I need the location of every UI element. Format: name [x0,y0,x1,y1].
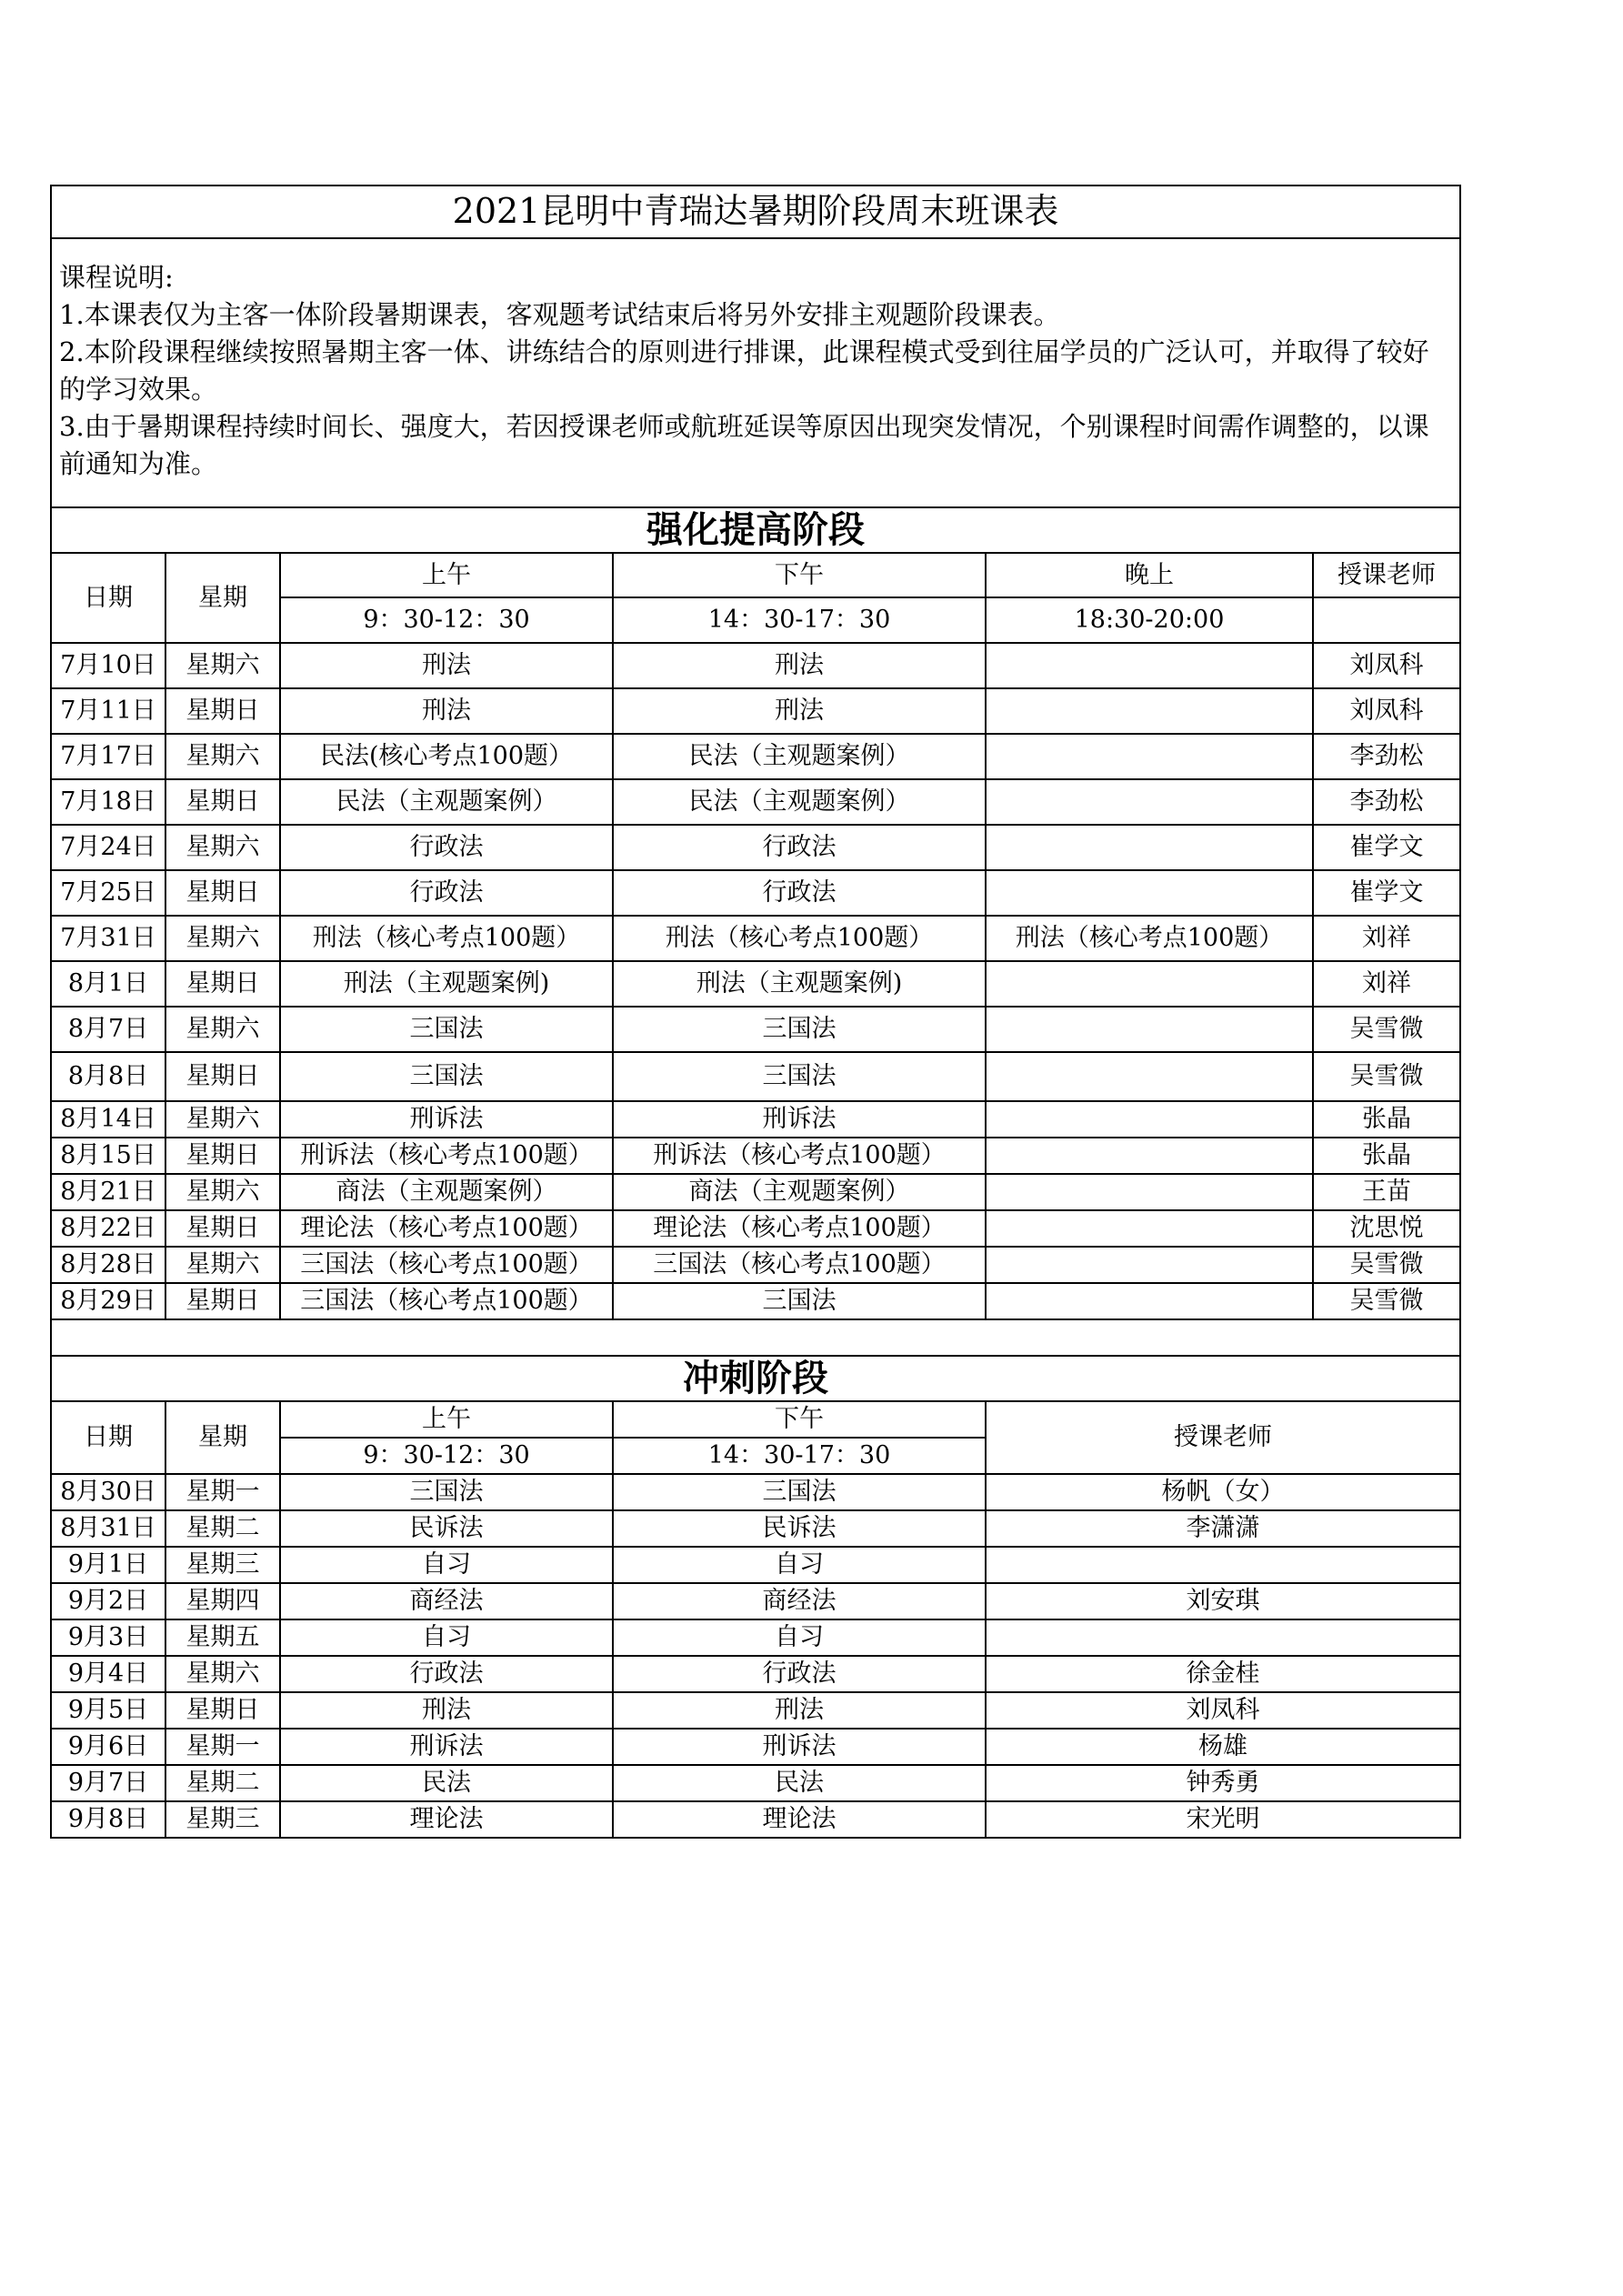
stage1-cell-weekday: 星期六 [165,916,280,961]
stage2-cell-date: 8月30日 [51,1474,165,1510]
stage1-cell-evening [986,1007,1313,1052]
stage2-header-teacher: 授课老师 [986,1401,1460,1474]
stage1-cell-teacher: 张晶 [1313,1138,1460,1174]
table-row [51,643,1460,688]
stage2-cell-date: 9月8日 [51,1801,165,1838]
stage1-header-date: 日期 [51,553,165,643]
stage2-header-morning: 上午 [280,1401,613,1438]
stage2-cell-weekday: 星期四 [165,1583,280,1619]
table-row [51,1692,1460,1729]
stage2-cell-afternoon: 刑诉法 [613,1729,986,1765]
stage2-header-date: 日期 [51,1401,165,1474]
stage1-cell-morning: 刑法 [280,688,613,734]
stage1-cell-morning: 刑法 [280,643,613,688]
stage1-cell-teacher: 刘祥 [1313,916,1460,961]
stage1-cell-morning: 民法(核心考点100题） [280,734,613,779]
stage2-cell-morning: 三国法 [280,1474,613,1510]
table-row [51,1210,1460,1247]
stage2-cell-afternoon: 民诉法 [613,1510,986,1547]
stage1-cell-weekday: 星期六 [165,1007,280,1052]
stage2-cell-teacher: 杨雄 [986,1729,1460,1765]
stage2-cell-teacher: 钟秀勇 [986,1765,1460,1801]
stage1-cell-morning: 三国法（核心考点100题） [280,1247,613,1283]
stage1-cell-afternoon: 刑法（主观题案例) [613,961,986,1007]
stage1-cell-weekday: 星期日 [165,779,280,825]
stage2-cell-date: 9月4日 [51,1656,165,1692]
stage1-cell-afternoon: 刑诉法（核心考点100题） [613,1138,986,1174]
table-row [51,1510,1460,1547]
stage1-cell-afternoon: 刑法 [613,688,986,734]
stage1-cell-date: 8月29日 [51,1283,165,1319]
stage1-cell-date: 7月17日 [51,734,165,779]
stage2-cell-afternoon: 自习 [613,1619,986,1656]
stage1-cell-evening [986,734,1313,779]
stage1-header-morning-time: 9：30-12：30 [280,597,613,643]
stage1-header-evening: 晚上 [986,553,1313,597]
stage2-cell-date: 9月6日 [51,1729,165,1765]
stage1-header-teacher: 授课老师 [1313,553,1460,597]
stage1-header-afternoon-time: 14：30-17：30 [613,597,986,643]
stage1-cell-evening [986,643,1313,688]
stage2-cell-afternoon: 民法 [613,1765,986,1801]
stage1-cell-afternoon: 理论法（核心考点100题） [613,1210,986,1247]
stage1-cell-afternoon: 三国法 [613,1007,986,1052]
stage2-cell-afternoon: 自习 [613,1547,986,1583]
stage2-header-weekday: 星期 [165,1401,280,1474]
stage1-cell-morning: 商法（主观题案例） [280,1174,613,1210]
stage1-cell-date: 8月28日 [51,1247,165,1283]
stage2-cell-date: 9月3日 [51,1619,165,1656]
stage1-cell-date: 8月21日 [51,1174,165,1210]
stage2-cell-teacher [986,1547,1460,1583]
stage1-cell-morning: 刑诉法 [280,1101,613,1138]
stage1-cell-weekday: 星期日 [165,1138,280,1174]
stage2-cell-weekday: 星期二 [165,1765,280,1801]
notes-line-1: 1.本课表仅为主客一体阶段暑期课表，客观题考试结束后将另外安排主观题阶段课表。 [59,299,1060,330]
notes-line-2: 2.本阶段课程继续按照暑期主客一体、讲练结合的原则进行排课，此课程模式受到往届学员的广泛认可，并取得了较好的学习效果。 [59,336,1429,405]
stage1-cell-morning: 行政法 [280,870,613,916]
stage1-header-morning: 上午 [280,553,613,597]
stage2-cell-weekday: 星期五 [165,1619,280,1656]
stage1-cell-teacher: 吴雪微 [1313,1247,1460,1283]
stage1-cell-date: 8月22日 [51,1210,165,1247]
stage2-cell-morning: 商经法 [280,1583,613,1619]
stage1-cell-teacher: 李劲松 [1313,734,1460,779]
stage1-cell-afternoon: 行政法 [613,870,986,916]
stage2-cell-date: 9月1日 [51,1547,165,1583]
stage1-cell-date: 7月10日 [51,643,165,688]
stage1-cell-afternoon: 刑法 [613,643,986,688]
stage1-cell-teacher: 张晶 [1313,1101,1460,1138]
stage2-cell-afternoon: 理论法 [613,1801,986,1838]
table-row [51,1138,1460,1174]
stage1-cell-evening [986,1247,1313,1283]
stage1-cell-weekday: 星期六 [165,643,280,688]
stage2-cell-weekday: 星期六 [165,1656,280,1692]
table-row [51,1801,1460,1838]
stage1-cell-evening [986,825,1313,870]
table-row [51,1765,1460,1801]
stage2-cell-morning: 理论法 [280,1801,613,1838]
notes-line-3: 3.由于暑期课程持续时间长、强度大，若因授课老师或航班延误等原因出现突发情况，个别课程时间需作调整的，以课前通知为准。 [59,411,1429,479]
table-row [51,1474,1460,1510]
stage1-cell-weekday: 星期日 [165,870,280,916]
stage1-cell-evening [986,961,1313,1007]
page-title: 2021昆明中青瑞达暑期阶段周末班课表 [51,185,1460,238]
stage1-cell-afternoon: 刑诉法 [613,1101,986,1138]
stage1-cell-afternoon: 三国法（核心考点100题） [613,1247,986,1283]
stage1-cell-weekday: 星期六 [165,734,280,779]
stage2-cell-weekday: 星期三 [165,1547,280,1583]
stage1-cell-afternoon: 行政法 [613,825,986,870]
section-spacer [51,1319,1460,1356]
stage1-cell-date: 7月18日 [51,779,165,825]
stage1-cell-date: 8月15日 [51,1138,165,1174]
stage1-cell-afternoon: 刑法（核心考点100题） [613,916,986,961]
stage1-cell-date: 8月14日 [51,1101,165,1138]
stage1-cell-weekday: 星期日 [165,961,280,1007]
stage1-cell-evening [986,1174,1313,1210]
stage1-cell-date: 7月11日 [51,688,165,734]
stage2-cell-morning: 刑诉法 [280,1729,613,1765]
stage1-cell-weekday: 星期六 [165,1101,280,1138]
table-row [51,870,1460,916]
notes-heading: 课程说明: [59,262,174,293]
stage1-cell-teacher: 吴雪微 [1313,1283,1460,1319]
stage2-header-afternoon-time: 14：30-17：30 [613,1438,986,1474]
stage2-cell-date: 8月31日 [51,1510,165,1547]
stage1-cell-evening [986,1210,1313,1247]
stage1-cell-weekday: 星期日 [165,1283,280,1319]
stage1-cell-morning: 刑法（主观题案例) [280,961,613,1007]
stage1-cell-teacher: 崔学文 [1313,825,1460,870]
stage1-cell-teacher: 吴雪微 [1313,1007,1460,1052]
stage2-header-afternoon: 下午 [613,1401,986,1438]
stage1-cell-teacher: 崔学文 [1313,870,1460,916]
stage1-cell-teacher: 沈思悦 [1313,1210,1460,1247]
stage1-cell-date: 8月8日 [51,1052,165,1101]
stage1-cell-teacher: 刘凤科 [1313,643,1460,688]
stage1-cell-evening: 刑法（核心考点100题） [986,916,1313,961]
stage1-cell-afternoon: 三国法 [613,1052,986,1101]
stage2-cell-weekday: 星期三 [165,1801,280,1838]
table-row [51,734,1460,779]
stage2-cell-date: 9月7日 [51,1765,165,1801]
schedule-table [50,185,1461,1839]
stage1-cell-morning: 三国法（核心考点100题） [280,1283,613,1319]
stage1-header-weekday: 星期 [165,553,280,643]
stage2-cell-weekday: 星期日 [165,1692,280,1729]
stage1-cell-weekday: 星期日 [165,1052,280,1101]
stage2-cell-afternoon: 行政法 [613,1656,986,1692]
table-row [51,1174,1460,1210]
table-row [51,961,1460,1007]
stage1-cell-morning: 理论法（核心考点100题） [280,1210,613,1247]
table-row [51,779,1460,825]
stage1-cell-teacher: 刘祥 [1313,961,1460,1007]
table-row [51,916,1460,961]
table-row [51,1247,1460,1283]
stage2-cell-teacher: 李潇潇 [986,1510,1460,1547]
stage2-cell-afternoon: 商经法 [613,1583,986,1619]
stage1-cell-afternoon: 商法（主观题案例） [613,1174,986,1210]
stage2-cell-afternoon: 刑法 [613,1692,986,1729]
stage1-cell-afternoon: 三国法 [613,1283,986,1319]
stage1-header-evening-time: 18:30-20:00 [986,597,1313,643]
stage2-cell-morning: 自习 [280,1619,613,1656]
table-row [51,1052,1460,1101]
stage1-title: 强化提高阶段 [51,507,1460,553]
table-row [51,1283,1460,1319]
stage1-cell-evening [986,1101,1313,1138]
stage1-cell-evening [986,1138,1313,1174]
table-row [51,825,1460,870]
stage2-header-morning-time: 9：30-12：30 [280,1438,613,1474]
stage2-cell-morning: 自习 [280,1547,613,1583]
stage1-cell-teacher: 吴雪微 [1313,1052,1460,1101]
stage2-cell-date: 9月5日 [51,1692,165,1729]
stage2-cell-weekday: 星期二 [165,1510,280,1547]
stage2-cell-weekday: 星期一 [165,1474,280,1510]
table-row [51,1101,1460,1138]
stage1-cell-date: 8月1日 [51,961,165,1007]
stage2-title: 冲刺阶段 [51,1356,1460,1401]
stage1-cell-weekday: 星期六 [165,825,280,870]
stage1-cell-weekday: 星期六 [165,1174,280,1210]
stage1-cell-weekday: 星期六 [165,1247,280,1283]
stage1-cell-teacher: 李劲松 [1313,779,1460,825]
stage1-cell-date: 7月24日 [51,825,165,870]
stage1-cell-teacher: 王苗 [1313,1174,1460,1210]
stage1-cell-morning: 民法（主观题案例） [280,779,613,825]
stage1-cell-weekday: 星期日 [165,688,280,734]
stage2-cell-afternoon: 三国法 [613,1474,986,1510]
stage1-cell-afternoon: 民法（主观题案例） [613,734,986,779]
stage1-header-teacher-blank [1313,597,1460,643]
stage1-cell-morning: 行政法 [280,825,613,870]
stage2-cell-morning: 行政法 [280,1656,613,1692]
stage1-cell-evening [986,1052,1313,1101]
stage1-cell-weekday: 星期日 [165,1210,280,1247]
stage2-cell-morning: 民诉法 [280,1510,613,1547]
stage1-cell-date: 8月7日 [51,1007,165,1052]
schedule-sheet [50,185,1459,1839]
table-row [51,688,1460,734]
stage2-cell-teacher: 杨帆（女） [986,1474,1460,1510]
table-row [51,1656,1460,1692]
stage1-header-afternoon: 下午 [613,553,986,597]
stage2-cell-teacher: 刘安琪 [986,1583,1460,1619]
stage1-cell-morning: 刑法（核心考点100题） [280,916,613,961]
stage1-cell-teacher: 刘凤科 [1313,688,1460,734]
stage2-cell-morning: 民法 [280,1765,613,1801]
stage1-cell-date: 7月31日 [51,916,165,961]
stage1-cell-evening [986,1283,1313,1319]
stage2-cell-date: 9月2日 [51,1583,165,1619]
table-row [51,1619,1460,1656]
stage1-cell-evening [986,779,1313,825]
course-notes [51,238,1460,507]
table-row [51,1547,1460,1583]
stage2-cell-morning: 刑法 [280,1692,613,1729]
stage1-cell-afternoon: 民法（主观题案例） [613,779,986,825]
stage1-cell-morning: 三国法 [280,1007,613,1052]
stage1-cell-evening [986,870,1313,916]
stage2-cell-teacher [986,1619,1460,1656]
table-row [51,1007,1460,1052]
stage1-cell-date: 7月25日 [51,870,165,916]
stage2-cell-teacher: 宋光明 [986,1801,1460,1838]
stage2-cell-weekday: 星期一 [165,1729,280,1765]
stage2-cell-teacher: 徐金桂 [986,1656,1460,1692]
stage1-cell-morning: 三国法 [280,1052,613,1101]
stage1-cell-evening [986,688,1313,734]
table-row [51,1583,1460,1619]
table-row [51,1729,1460,1765]
stage1-cell-morning: 刑诉法（核心考点100题） [280,1138,613,1174]
stage2-cell-teacher: 刘凤科 [986,1692,1460,1729]
